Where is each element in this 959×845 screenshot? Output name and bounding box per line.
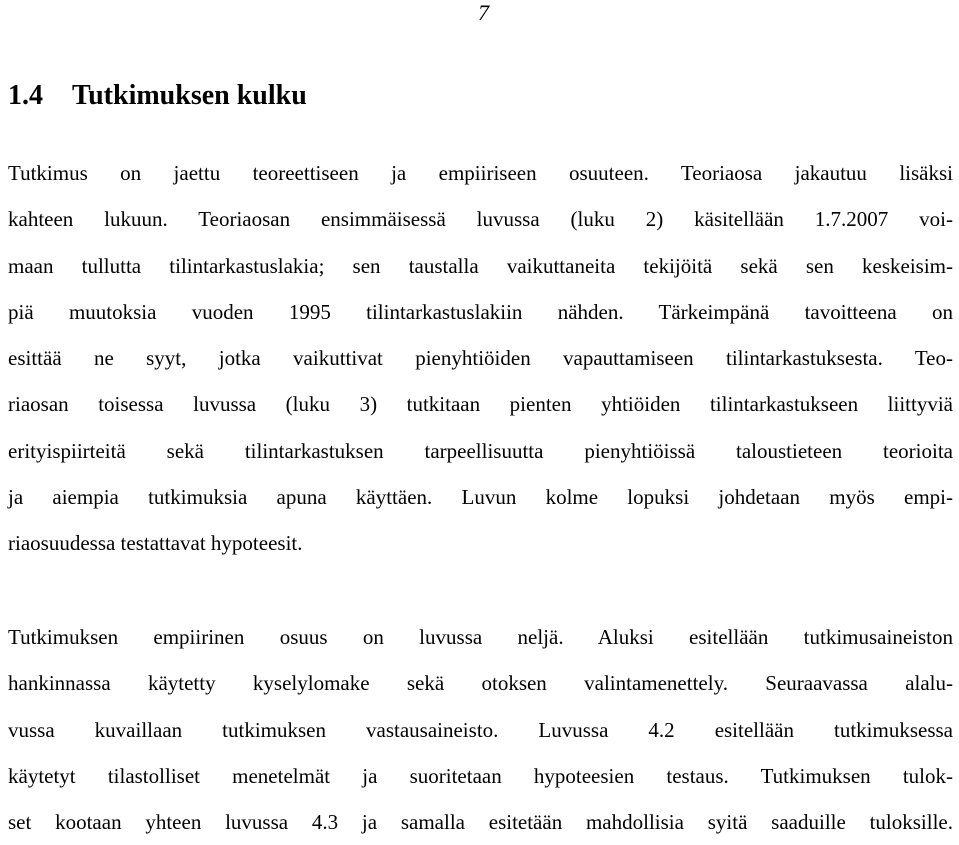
paragraph-research-structure: [8, 150, 953, 567]
text-line: ja aiempia tutkimuksia apuna käyttäen. Luvun kolme lopuksi johdetaan myös empi-: [8, 485, 953, 510]
text-line: käytetyt tilastolliset menetelmät ja suoritetaan hypoteesien testaus. Tutkimuksen tulok-: [8, 763, 953, 788]
text-line: esittää ne syyt, jotka vaikuttivat pienyhtiöiden vapauttamiseen tilintarkastuksesta. Teo-: [8, 346, 953, 371]
paragraph-empirical-part: [8, 614, 953, 845]
text-line: hankinnassa käytetty kyselylomake sekä otoksen valintamenettely. Seuraavassa alalu-: [8, 671, 953, 696]
text-line: riaosan toisessa luvussa (luku 3) tutkitaan pienten yhtiöiden tilintarkastukseen liittyviä: [8, 392, 953, 417]
text-line: Tutkimuksen empiirinen osuus on luvussa neljä. Aluksi esitellään tutkimusaineiston: [8, 625, 953, 649]
text-line: set kootaan yhteen luvussa 4.3 ja samalla esitetään mahdollisia syitä saaduille tuloksille.: [8, 810, 953, 835]
section-number: 1.4: [8, 80, 43, 111]
text-line: maan tullutta tilintarkastuslakia; sen taustalla vaikuttaneita tekijöitä sekä sen keskeisim-: [8, 253, 953, 278]
text-line: riaosuudessa testattavat hypoteesit.: [8, 531, 303, 556]
page-number: 7: [478, 0, 489, 25]
text-line: erityispiirteitä sekä tilintarkastuksen tarpeellisuutta pienyhtiöissä taloustieteen teorioita: [8, 438, 953, 463]
section-heading: [8, 78, 307, 114]
section-title: Tutkimuksen kulku: [72, 80, 307, 111]
text-line: piä muutoksia vuoden 1995 tilintarkastuslakiin nähden. Tärkeimpänä tavoitteena on: [8, 299, 953, 324]
text-line: kahteen lukuun. Teoriaosan ensimmäisessä luvussa (luku 2) käsitellään 1.7.2007 voi-: [8, 207, 953, 232]
text-line: Tutkimus on jaettu teoreettiseen ja empiiriseen osuuteen. Teoriaosa jakautuu lisäksi: [8, 161, 953, 185]
text-line: vussa kuvaillaan tutkimuksen vastausaineisto. Luvussa 4.2 esitellään tutkimuksessa: [8, 717, 953, 742]
